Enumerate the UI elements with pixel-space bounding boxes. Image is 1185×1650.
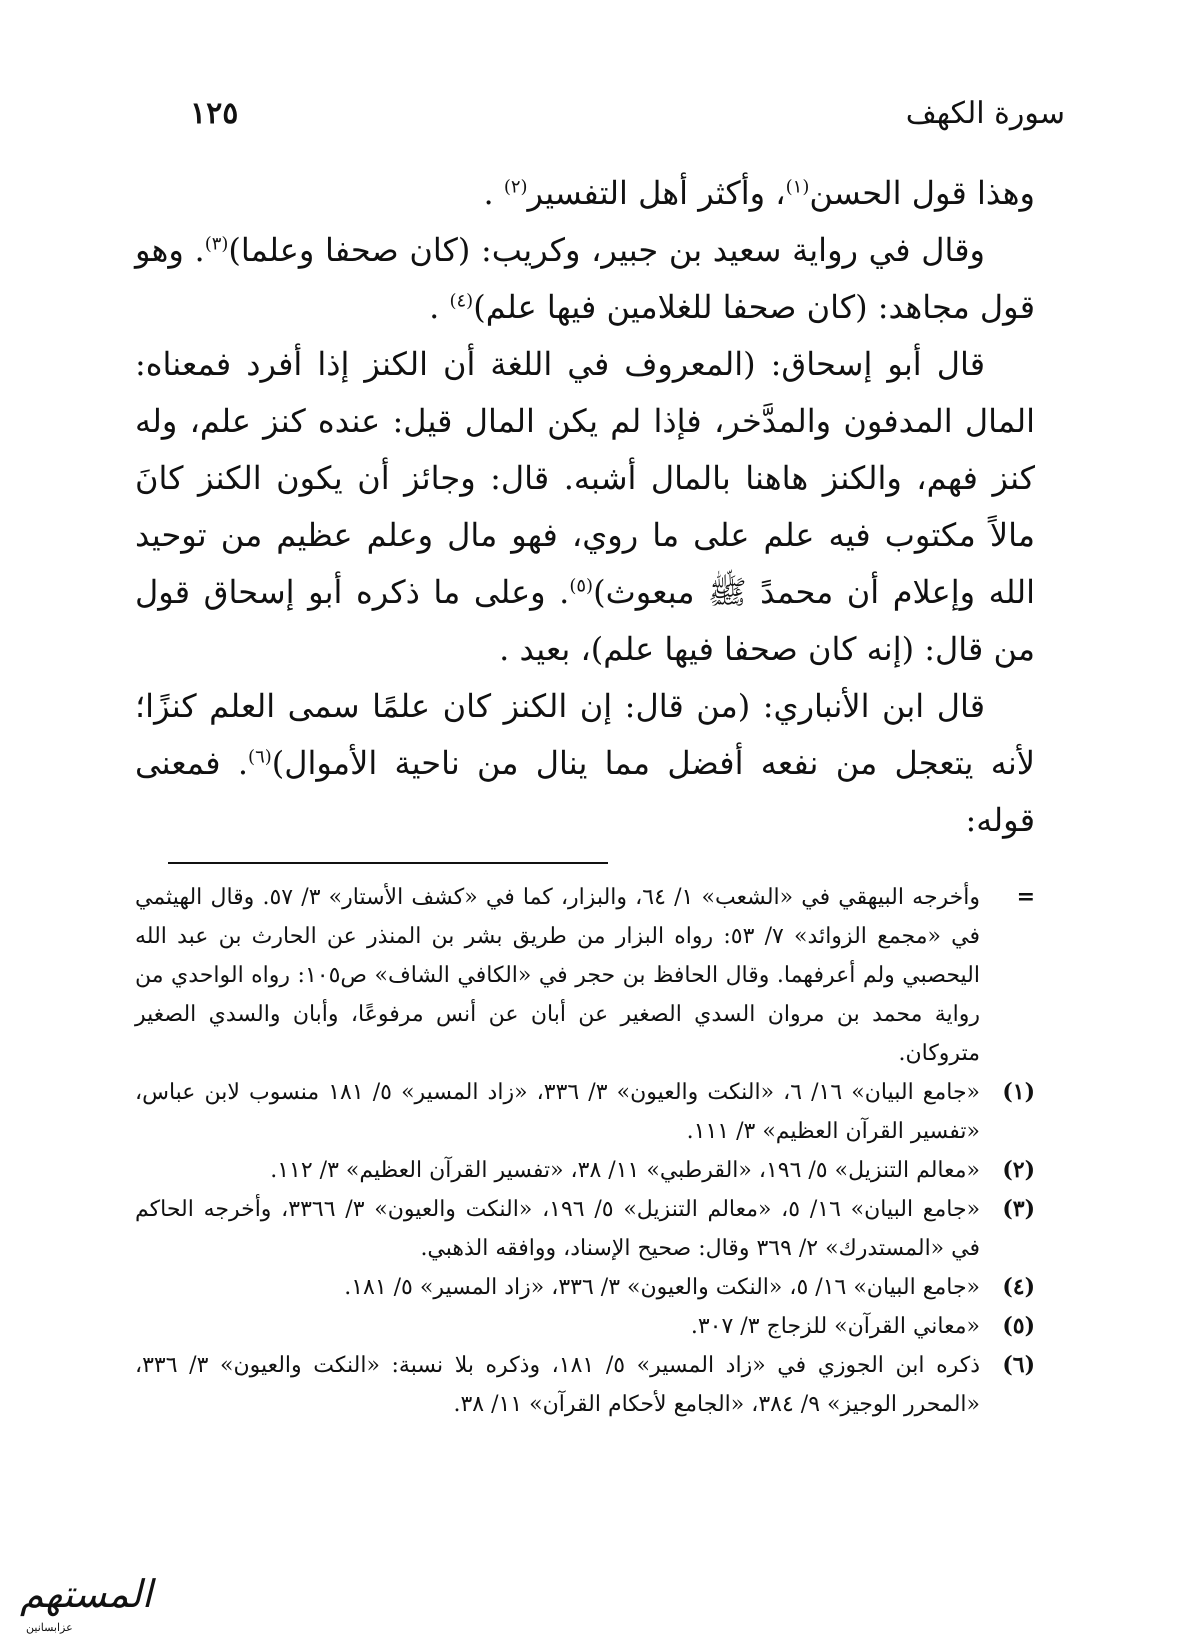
footnote-text: «معاني القرآن» للزجاج ٣/ ٣٠٧. xyxy=(690,1314,980,1339)
text-segment: وهذا قول الحسن xyxy=(809,174,1035,212)
footnote-ref: (٦) xyxy=(248,746,272,768)
footnote xyxy=(135,1190,1035,1268)
paragraph xyxy=(135,678,1035,849)
footnote-text: «جامع البيان» ١٦/ ٥، «معالم التنزيل» ٥/ ١٩٦، «النكت والعيون» ٣/ ٣٣٦٦، وأخرجه الحاكم في «المستدرك» ٢/ ٣٦٩ وقال: صحيح الإسناد، ووافقه الذهبي. xyxy=(135,1197,981,1261)
text-segment: . فمعنى قوله: xyxy=(135,744,1035,839)
footnote-text: «جامع البيان» ١٦/ ٦، «النكت والعيون» ٣/ ٣٣٦، «زاد المسير» ٥/ ١٨١ منسوب لابن عباس، «تفسير القرآن العظيم» ٣/ ١١١. xyxy=(135,1080,981,1144)
paragraph xyxy=(135,165,1035,222)
footnote-marker: (٦) xyxy=(1002,1352,1035,1378)
text-segment: . xyxy=(483,174,504,212)
footnote-ref: (١) xyxy=(785,176,810,198)
footnote-ref: (٤) xyxy=(449,290,474,312)
footnote-text: «معالم التنزيل» ٥/ ١٩٦، «القرطبي» ١١/ ٣٨، «تفسير القرآن العظيم» ٣/ ١١٢. xyxy=(270,1158,980,1183)
footnote-ref: (٢) xyxy=(503,176,528,198)
publisher-logo xyxy=(14,1556,153,1636)
text-segment: . xyxy=(429,288,450,326)
text-segment: . وعلى ما ذكره أبو إسحاق قول من قال: (إنه كان صحفا فيها علم)، بعيد . xyxy=(135,573,1035,668)
text-segment: . وهو قول مجاهد: (كان صحفا للغلامين فيها علم) xyxy=(135,231,1035,326)
text-segment: ، وأكثر أهل التفسير xyxy=(527,174,786,212)
text-segment: قال ابن الأنباري: (من قال: إن الكنز كان علمًا سمى العلم كنزًا؛ لأنه يتعجل من نفعه أفضل مما ينال من ناحية الأموال) xyxy=(135,687,1036,782)
footnote xyxy=(135,1151,1035,1190)
logo-text: المستهم xyxy=(20,1572,153,1616)
text-segment: قال أبو إسحاق: (المعروف في اللغة أن الكنز إذا أفرد فمعناه: المال المدفون والمدَّخر، فإذا لم يكن المال قيل: عنده كنز علم، وله كنز فهم، والكنز هاهنا بالمال أشبه. قال: وجائز أن يكون الكنز كانَ مالاً مكتوب فيه علم على ما روي، فهو مال وعلم عظيم من توحيد الله وإعلام أن محمدً ﷺ مبعوث) xyxy=(135,345,1036,611)
footnote-marker: (٢) xyxy=(1002,1157,1035,1183)
main-text xyxy=(135,165,1035,849)
footnote-marker: (٤) xyxy=(1002,1274,1035,1300)
footnote-divider xyxy=(168,862,608,864)
footnotes xyxy=(135,878,1035,1424)
footnote-marker: = xyxy=(1016,884,1035,910)
text-segment: وقال في رواية سعيد بن جبير، وكريب: (كان صحفا وعلما) xyxy=(228,231,986,269)
footnote-marker: (٣) xyxy=(1002,1196,1035,1222)
logo-subtext: عزابسانين xyxy=(26,1621,73,1634)
footnote xyxy=(135,1268,1035,1307)
page-number: ١٢٥ xyxy=(190,96,239,131)
footnote xyxy=(135,1073,1035,1151)
footnote-text: وأخرجه البيهقي في «الشعب» ١/ ٦٤، والبزار، كما في «كشف الأستار» ٣/ ٥٧. وقال الهيثمي في «مجمع الزوائد» ٧/ ٥٣: رواه البزار من طريق بشر بن المنذر عن الحارث بن عبد الله اليحصبي ولم أعرفهما. وقال الحافظ بن حجر في «الكافي الشاف» ص١٠٥: رواه الواحدي من رواية محمد بن مروان السدي الصغير عن أبان عن أنس مرفوعًا، وأبان والسدي الصغير متروكان. xyxy=(135,885,981,1066)
footnote xyxy=(135,878,1035,1073)
paragraph xyxy=(135,222,1035,336)
footnote-marker: (٥) xyxy=(1002,1313,1035,1339)
footnote-ref: (٣) xyxy=(204,233,229,255)
footnote-marker: (١) xyxy=(1002,1079,1035,1105)
surah-title: سورة الكهف xyxy=(905,96,1065,131)
footnote xyxy=(135,1307,1035,1346)
footnote-ref: (٥) xyxy=(569,575,594,597)
footnote-text: «جامع البيان» ١٦/ ٥، «النكت والعيون» ٣/ ٣٣٦، «زاد المسير» ٥/ ١٨١. xyxy=(344,1275,980,1300)
footnote-text: ذكره ابن الجوزي في «زاد المسير» ٥/ ١٨١، وذكره بلا نسبة: «النكت والعيون» ٣/ ٣٣٦، «المحرر الوجيز» ٩/ ٣٨٤، «الجامع لأحكام القرآن» ١١/ ٣٨. xyxy=(135,1353,981,1417)
footnote xyxy=(135,1346,1035,1424)
page-header xyxy=(190,96,1065,146)
paragraph xyxy=(135,336,1035,678)
